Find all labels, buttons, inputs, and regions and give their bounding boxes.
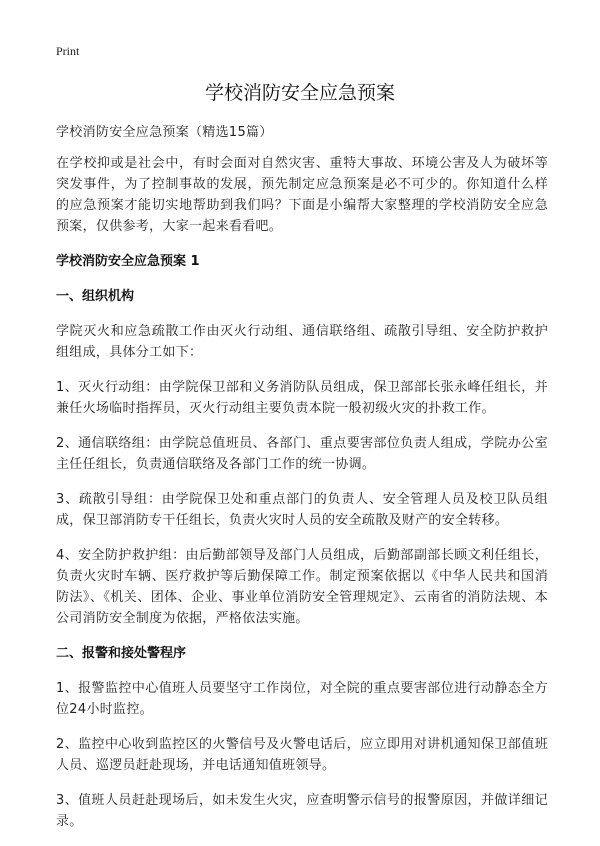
alarm-item-3: 3、值班人员赶赴现场后，如未发生火灾，应查明警示信号的报警原因，并做详细记录。 bbox=[56, 793, 548, 829]
org-item-3: 3、疏散引导组：由学院保卫处和重点部门的负责人、安全管理人员及校卫队员组成，保卫部消防专干任组长，负责火灾时人员的安全疏散及财产的安全转移。 bbox=[56, 492, 548, 528]
subtitle: 学校消防安全应急预案（精选15篇） bbox=[56, 125, 273, 140]
document-body bbox=[56, 122, 548, 846]
alarm-item-2: 2、监控中心收到监控区的火警信号及火警电话后，应立即用对讲机通知保卫部值班人员、巡逻员赶赴现场，并电话通知值班领导。 bbox=[56, 737, 548, 773]
org-item-1: 1、灭火行动组：由学院保卫部和义务消防队员组成，保卫部部长张永峰任组长，并兼任火场临时指挥员，灭火行动组主要负责本院一般初级火灾的扑救工作。 bbox=[56, 380, 548, 416]
page-title: 学校消防安全应急预案 bbox=[204, 82, 395, 104]
org-item-4: 4、安全防护救护组：由后勤部领导及部门人员组成，后勤部副部长顾文利任组长，负责火灾时车辆、医疗救护等后勤保障工作。制定预案依据以《中华人民共和国消防法》、《机关、团体、企业、事业单位消防安全管理规定》、云南省的消防法规、本公司消防安全制度为依据，严格依法实施。 bbox=[56, 548, 548, 626]
alarm-item-1: 1、报警监控中心值班人员要坚守工作岗位，对全院的重点要害部位进行动静态全方位24小时监控。 bbox=[56, 681, 548, 717]
org-heading: 一、组织机构 bbox=[56, 289, 135, 304]
org-item-2: 2、通信联络组：由学院总值班员、各部门、重点要害部位负责人组成，学院办公室主任任组长，负责通信联络及各部门工作的统一协调。 bbox=[56, 436, 548, 472]
alarm-heading: 二、报警和接处警程序 bbox=[56, 646, 187, 661]
intro-paragraph: 在学校抑或是社会中，有时会面对自然灾害、重特大事故、环境公害及人为破坏等突发事件，为了控制事故的发展，预先制定应急预案是必不可少的。你知道什么样的应急预案才能切实地帮助到我们吗？下面是小编帮大家整理的学校消防安全应急预案，仅供参考，大家一起来看看吧。 bbox=[56, 156, 548, 234]
print-label[interactable]: Print bbox=[56, 44, 80, 58]
section-title: 学校消防安全应急预案 1 bbox=[56, 254, 200, 269]
org-intro-paragraph: 学院灭火和应急疏散工作由灭火行动组、通信联络组、疏散引导组、安全防护救护组组成，具体分工如下： bbox=[56, 324, 548, 360]
